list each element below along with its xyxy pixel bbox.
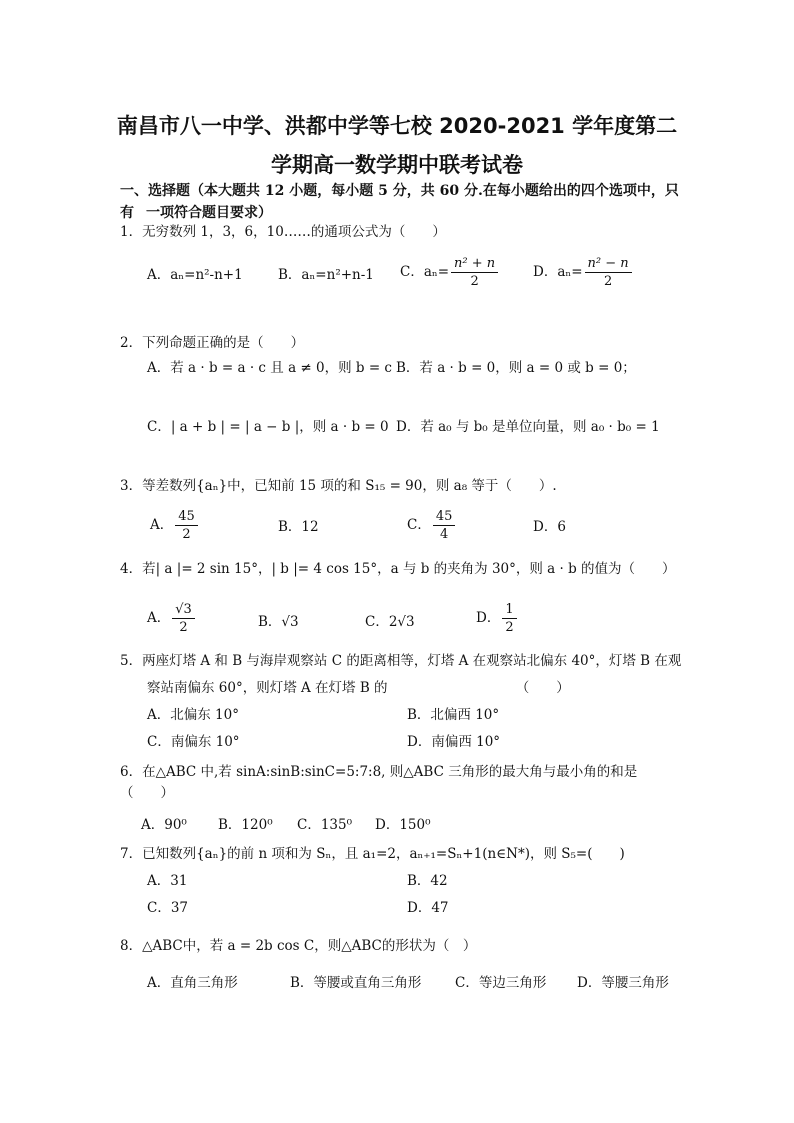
q3-option-d: D．6 bbox=[533, 519, 566, 535]
q1-option-d-fraction bbox=[585, 255, 632, 290]
q8-option-d: D．等腰三角形 bbox=[577, 975, 669, 991]
q3-a-denominator: 2 bbox=[182, 527, 191, 542]
q2-option-a: A．若 a · b = a · c 且 a ≠ 0，则 b = c bbox=[147, 360, 392, 376]
q1-c-numerator: n² + n bbox=[451, 255, 498, 273]
q4-a-denominator: 2 bbox=[179, 620, 188, 635]
q1-option-b: B．aₙ=n²+n-1 bbox=[278, 267, 374, 283]
q6-option-d: D．150⁰ bbox=[375, 817, 431, 833]
section-heading-cont: 一项符合题目要求） bbox=[146, 205, 272, 221]
q1-option-d-prefix: D．aₙ= bbox=[533, 264, 583, 280]
q5-option-d: D．南偏西 10° bbox=[407, 734, 501, 750]
q3-c-denominator: 4 bbox=[439, 527, 449, 542]
q2-option-d: D．若 a₀ 与 b₀ 是单位向量，则 a₀ · b₀ = 1 bbox=[396, 419, 660, 435]
q8-option-a: A．直角三角形 bbox=[147, 975, 238, 991]
q3-c-numerator: 45 bbox=[433, 508, 456, 526]
q1-d-numerator: n² − n bbox=[585, 255, 632, 273]
q4-option-d-prefix: D． bbox=[476, 610, 501, 626]
q4-option-a-prefix: A． bbox=[147, 610, 171, 626]
question-2-stem: 2．下列命题正确的是（ ） bbox=[120, 335, 305, 351]
question-6-stem-line2: （ ） bbox=[120, 785, 174, 801]
q1-option-d bbox=[533, 255, 634, 290]
question-5-stem-line2: 察站南偏东 60°，则灯塔 A 在灯塔 B 的 （ ） bbox=[147, 680, 570, 696]
q3-a-numerator: 45 bbox=[175, 508, 198, 526]
question-7-stem: 7．已知数列{aₙ}的前 n 项和为 Sₙ，且 a₁=2，aₙ₊₁=Sₙ+1(n∈N*)，则 S₅=( ) bbox=[120, 846, 625, 862]
question-3-stem: 3．等差数列{aₙ}中，已知前 15 项的和 S₁₅ = 90，则 a₈ 等于（ ）. bbox=[120, 478, 557, 494]
exam-title-line1: 南昌市八一中学、洪都中学等七校 2020-2021 学年度第二 bbox=[116, 114, 678, 138]
q4-option-d-fraction bbox=[502, 601, 516, 636]
q8-option-b: B．等腰或直角三角形 bbox=[290, 975, 422, 991]
exam-title-line2: 学期高一数学期中联考试卷 bbox=[271, 153, 523, 177]
q4-option-a bbox=[147, 601, 197, 636]
q7-option-b: B．42 bbox=[407, 873, 448, 889]
q5-option-a: A．北偏东 10° bbox=[147, 707, 239, 723]
q6-option-c: C．135⁰ bbox=[297, 817, 353, 833]
q3-option-c-prefix: C． bbox=[407, 517, 431, 533]
q6-option-b: B．120⁰ bbox=[218, 817, 273, 833]
question-4-stem: 4．若| a |= 2 sin 15°，| b |= 4 cos 15°，a 与 b 的夹角为 30°，则 a · b 的值为（ ） bbox=[120, 561, 676, 577]
q2-option-c: C．| a + b | = | a − b |，则 a · b = 0 bbox=[147, 419, 389, 435]
q8-option-c: C．等边三角形 bbox=[455, 975, 547, 991]
q4-option-d bbox=[476, 601, 519, 636]
q4-option-c: C．2√3 bbox=[365, 614, 415, 630]
q3-option-a bbox=[150, 508, 200, 543]
q4-option-a-fraction bbox=[172, 601, 195, 636]
q4-a-numerator: √3 bbox=[172, 601, 195, 619]
q1-d-denominator: 2 bbox=[603, 274, 613, 289]
q1-option-a: A．aₙ=n²-n+1 bbox=[147, 267, 243, 283]
q5-option-c: C．南偏东 10° bbox=[147, 734, 240, 750]
q3-option-c-fraction bbox=[433, 508, 456, 543]
q1-c-denominator: 2 bbox=[470, 274, 479, 289]
q2-option-b: B．若 a · b = 0，则 a = 0 或 b = 0； bbox=[396, 360, 636, 376]
question-6-stem-line1: 6．在△ABC 中,若 sinA:sinB:sinC=5:7:8, 则△ABC 三角形的最大角与最小角的和是 bbox=[120, 764, 638, 780]
q4-d-denominator: 2 bbox=[505, 620, 514, 635]
q7-option-d: D．47 bbox=[407, 900, 449, 916]
question-8-stem: 8．△ABC中，若 a = 2b cos C，则△ABC的形状为（ ） bbox=[120, 938, 477, 954]
q3-option-b: B．12 bbox=[278, 519, 319, 535]
q7-option-c: C．37 bbox=[147, 900, 189, 916]
q3-option-a-fraction bbox=[175, 508, 198, 543]
q1-option-c-prefix: C．aₙ= bbox=[400, 264, 450, 280]
section-heading: 一、选择题（本大题共 12 小题，每小题 5 分，共 60 分.在每小题给出的四个选项中，只有 bbox=[120, 183, 679, 221]
q7-option-a: A．31 bbox=[147, 873, 188, 889]
q4-option-b: B．√3 bbox=[258, 614, 299, 630]
question-1-stem: 1．无穷数列 1，3，6，10……的通项公式为（ ） bbox=[120, 224, 446, 240]
q3-option-c bbox=[407, 508, 457, 543]
q3-option-a-prefix: A． bbox=[150, 517, 174, 533]
question-5-stem-line1: 5．两座灯塔 A 和 B 与海岸观察站 C 的距离相等，灯塔 A 在观察站北偏东 40°，灯塔 B 在观 bbox=[120, 653, 682, 669]
q4-d-numerator: 1 bbox=[502, 601, 516, 619]
q5-option-b: B．北偏西 10° bbox=[407, 707, 500, 723]
q1-option-c bbox=[400, 255, 500, 290]
q1-option-c-fraction bbox=[451, 255, 498, 290]
q6-option-a: A．90⁰ bbox=[141, 817, 187, 833]
